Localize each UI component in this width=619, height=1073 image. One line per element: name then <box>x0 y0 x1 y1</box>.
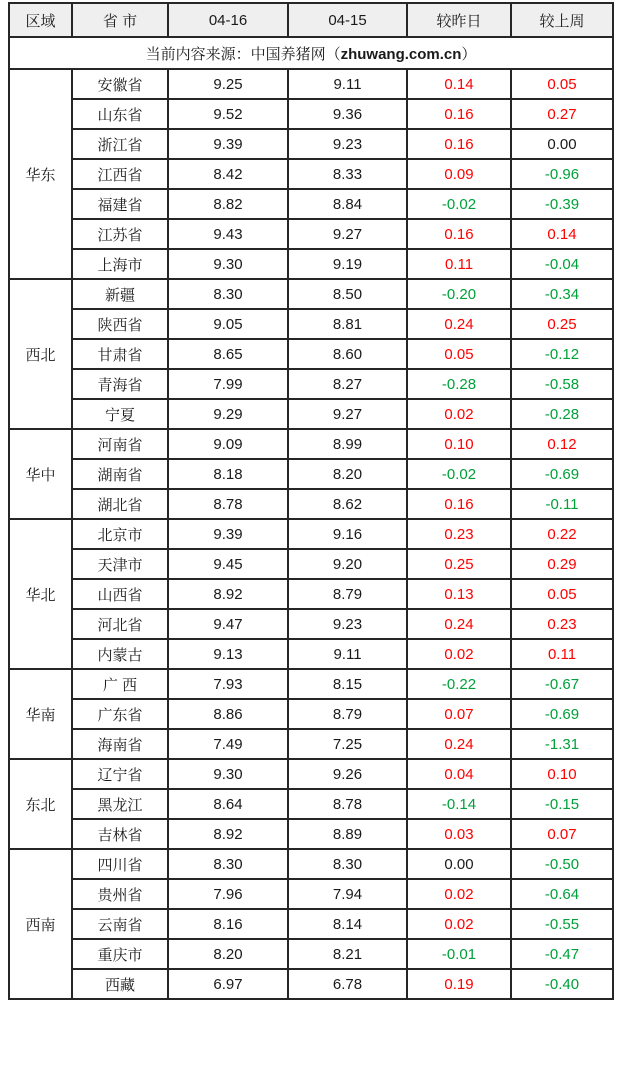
price-04-16-cell: 8.30 <box>168 849 288 879</box>
change-vs-yesterday-cell: -0.01 <box>407 939 511 969</box>
price-04-16-cell: 9.43 <box>168 219 288 249</box>
price-04-15-cell: 8.14 <box>288 909 407 939</box>
price-04-16-cell: 9.05 <box>168 309 288 339</box>
price-04-16-cell: 7.99 <box>168 369 288 399</box>
source-note-row <box>9 37 613 69</box>
change-vs-lastweek-cell: -0.47 <box>511 939 613 969</box>
province-cell: 天津市 <box>72 549 168 579</box>
change-vs-lastweek-cell: -0.28 <box>511 399 613 429</box>
price-04-15-cell: 9.27 <box>288 219 407 249</box>
price-04-16-cell: 8.30 <box>168 279 288 309</box>
change-vs-yesterday-cell: 0.16 <box>407 99 511 129</box>
change-vs-yesterday-cell: 0.24 <box>407 729 511 759</box>
price-04-15-cell: 9.27 <box>288 399 407 429</box>
table-row <box>9 639 613 669</box>
province-cell: 广 西 <box>72 669 168 699</box>
price-04-16-cell: 8.42 <box>168 159 288 189</box>
price-04-16-cell: 6.97 <box>168 969 288 999</box>
change-vs-lastweek-cell: 0.05 <box>511 579 613 609</box>
price-04-16-cell: 7.49 <box>168 729 288 759</box>
change-vs-lastweek-cell: 0.00 <box>511 129 613 159</box>
price-04-16-cell: 9.09 <box>168 429 288 459</box>
change-vs-yesterday-cell: 0.25 <box>407 549 511 579</box>
pig-price-table <box>8 2 614 1000</box>
price-04-16-cell: 8.92 <box>168 579 288 609</box>
source-domain-text: zhuwang.com.cn <box>340 45 462 63</box>
price-04-16-cell: 8.65 <box>168 339 288 369</box>
change-vs-lastweek-cell: -0.15 <box>511 789 613 819</box>
table-row <box>9 519 613 549</box>
table-row <box>9 369 613 399</box>
change-vs-lastweek-cell: -0.11 <box>511 489 613 519</box>
price-04-15-cell: 8.62 <box>288 489 407 519</box>
province-cell: 山西省 <box>72 579 168 609</box>
change-vs-lastweek-cell: 0.11 <box>511 639 613 669</box>
table-row <box>9 399 613 429</box>
price-04-15-cell: 8.78 <box>288 789 407 819</box>
region-cell: 华东 <box>9 69 72 279</box>
change-vs-yesterday-cell: -0.28 <box>407 369 511 399</box>
source-note-cell <box>9 37 613 69</box>
price-04-15-cell: 7.94 <box>288 879 407 909</box>
province-cell: 河北省 <box>72 609 168 639</box>
change-vs-yesterday-cell: -0.14 <box>407 789 511 819</box>
table-row <box>9 459 613 489</box>
price-04-15-cell: 9.11 <box>288 69 407 99</box>
province-cell: 内蒙古 <box>72 639 168 669</box>
province-cell: 宁夏 <box>72 399 168 429</box>
change-vs-lastweek-cell: 0.25 <box>511 309 613 339</box>
province-cell: 贵州省 <box>72 879 168 909</box>
table-row <box>9 729 613 759</box>
column-header-date-04-16: 04-16 <box>168 3 288 37</box>
change-vs-yesterday-cell: 0.07 <box>407 699 511 729</box>
price-04-15-cell: 9.23 <box>288 129 407 159</box>
change-vs-lastweek-cell: 0.27 <box>511 99 613 129</box>
province-cell: 西藏 <box>72 969 168 999</box>
price-04-15-cell: 9.19 <box>288 249 407 279</box>
change-vs-lastweek-cell: -0.67 <box>511 669 613 699</box>
province-cell: 云南省 <box>72 909 168 939</box>
table-row <box>9 669 613 699</box>
change-vs-yesterday-cell: 0.19 <box>407 969 511 999</box>
price-04-16-cell: 7.93 <box>168 669 288 699</box>
table-row <box>9 609 613 639</box>
table-row <box>9 429 613 459</box>
region-cell: 西南 <box>9 849 72 999</box>
change-vs-lastweek-cell: -0.69 <box>511 699 613 729</box>
table-row <box>9 249 613 279</box>
province-cell: 广东省 <box>72 699 168 729</box>
price-04-16-cell: 9.47 <box>168 609 288 639</box>
price-04-16-cell: 8.86 <box>168 699 288 729</box>
province-cell: 江西省 <box>72 159 168 189</box>
table-row <box>9 879 613 909</box>
province-cell: 陕西省 <box>72 309 168 339</box>
price-04-16-cell: 8.78 <box>168 489 288 519</box>
change-vs-lastweek-cell: 0.05 <box>511 69 613 99</box>
price-04-15-cell: 8.30 <box>288 849 407 879</box>
table-row <box>9 129 613 159</box>
province-cell: 四川省 <box>72 849 168 879</box>
change-vs-yesterday-cell: 0.00 <box>407 849 511 879</box>
price-04-15-cell: 9.23 <box>288 609 407 639</box>
table-row <box>9 99 613 129</box>
price-04-15-cell: 6.78 <box>288 969 407 999</box>
price-04-15-cell: 8.99 <box>288 429 407 459</box>
region-cell: 东北 <box>9 759 72 849</box>
change-vs-yesterday-cell: 0.02 <box>407 399 511 429</box>
change-vs-yesterday-cell: 0.16 <box>407 489 511 519</box>
province-cell: 重庆市 <box>72 939 168 969</box>
change-vs-lastweek-cell: -1.31 <box>511 729 613 759</box>
price-04-15-cell: 9.20 <box>288 549 407 579</box>
price-04-15-cell: 8.81 <box>288 309 407 339</box>
province-cell: 湖北省 <box>72 489 168 519</box>
province-cell: 吉林省 <box>72 819 168 849</box>
price-04-16-cell: 9.39 <box>168 129 288 159</box>
table-row <box>9 819 613 849</box>
change-vs-lastweek-cell: 0.22 <box>511 519 613 549</box>
table-row <box>9 69 613 99</box>
change-vs-yesterday-cell: -0.22 <box>407 669 511 699</box>
change-vs-yesterday-cell: 0.02 <box>407 909 511 939</box>
change-vs-lastweek-cell: -0.50 <box>511 849 613 879</box>
region-cell: 华北 <box>9 519 72 669</box>
column-header-date-04-15: 04-15 <box>288 3 407 37</box>
table-row <box>9 789 613 819</box>
price-04-15-cell: 8.33 <box>288 159 407 189</box>
price-04-15-cell: 8.21 <box>288 939 407 969</box>
change-vs-yesterday-cell: -0.02 <box>407 459 511 489</box>
change-vs-yesterday-cell: 0.14 <box>407 69 511 99</box>
change-vs-lastweek-cell: 0.12 <box>511 429 613 459</box>
change-vs-lastweek-cell: -0.39 <box>511 189 613 219</box>
price-04-16-cell: 8.20 <box>168 939 288 969</box>
table-row <box>9 849 613 879</box>
table-row <box>9 309 613 339</box>
change-vs-yesterday-cell: -0.02 <box>407 189 511 219</box>
header-row <box>9 3 613 37</box>
price-04-15-cell: 9.11 <box>288 639 407 669</box>
table-row <box>9 219 613 249</box>
price-04-16-cell: 9.30 <box>168 249 288 279</box>
price-04-16-cell: 9.52 <box>168 99 288 129</box>
table-row <box>9 699 613 729</box>
province-cell: 新疆 <box>72 279 168 309</box>
change-vs-lastweek-cell: -0.64 <box>511 879 613 909</box>
table-row <box>9 279 613 309</box>
change-vs-yesterday-cell: 0.24 <box>407 309 511 339</box>
price-04-15-cell: 8.79 <box>288 579 407 609</box>
table-row <box>9 939 613 969</box>
change-vs-yesterday-cell: 0.05 <box>407 339 511 369</box>
table-body <box>9 69 613 999</box>
change-vs-yesterday-cell: 0.23 <box>407 519 511 549</box>
price-04-16-cell: 9.39 <box>168 519 288 549</box>
price-04-15-cell: 8.60 <box>288 339 407 369</box>
province-cell: 辽宁省 <box>72 759 168 789</box>
province-cell: 上海市 <box>72 249 168 279</box>
province-cell: 北京市 <box>72 519 168 549</box>
price-04-15-cell: 9.16 <box>288 519 407 549</box>
price-04-15-cell: 7.25 <box>288 729 407 759</box>
province-cell: 江苏省 <box>72 219 168 249</box>
province-cell: 湖南省 <box>72 459 168 489</box>
change-vs-yesterday-cell: 0.04 <box>407 759 511 789</box>
change-vs-yesterday-cell: 0.02 <box>407 879 511 909</box>
column-header-vs-yesterday: 较昨日 <box>407 3 511 37</box>
price-04-16-cell: 8.64 <box>168 789 288 819</box>
price-04-15-cell: 9.26 <box>288 759 407 789</box>
price-04-15-cell: 8.50 <box>288 279 407 309</box>
change-vs-lastweek-cell: 0.14 <box>511 219 613 249</box>
table-row <box>9 549 613 579</box>
change-vs-yesterday-cell: 0.02 <box>407 639 511 669</box>
price-04-16-cell: 7.96 <box>168 879 288 909</box>
column-header-vs-lastweek: 较上周 <box>511 3 613 37</box>
change-vs-yesterday-cell: 0.24 <box>407 609 511 639</box>
change-vs-yesterday-cell: 0.10 <box>407 429 511 459</box>
change-vs-lastweek-cell: 0.23 <box>511 609 613 639</box>
table-row <box>9 489 613 519</box>
change-vs-yesterday-cell: -0.20 <box>407 279 511 309</box>
source-note-suffix: ） <box>461 45 477 63</box>
province-cell: 青海省 <box>72 369 168 399</box>
region-cell: 华中 <box>9 429 72 519</box>
change-vs-yesterday-cell: 0.16 <box>407 129 511 159</box>
province-cell: 河南省 <box>72 429 168 459</box>
price-04-16-cell: 9.13 <box>168 639 288 669</box>
region-cell: 华南 <box>9 669 72 759</box>
province-cell: 黑龙江 <box>72 789 168 819</box>
province-cell: 浙江省 <box>72 129 168 159</box>
price-04-16-cell: 9.45 <box>168 549 288 579</box>
price-04-15-cell: 8.27 <box>288 369 407 399</box>
column-header-region: 区域 <box>9 3 72 37</box>
province-cell: 福建省 <box>72 189 168 219</box>
column-header-province: 省 市 <box>72 3 168 37</box>
price-04-15-cell: 8.89 <box>288 819 407 849</box>
change-vs-lastweek-cell: -0.55 <box>511 909 613 939</box>
change-vs-lastweek-cell: -0.58 <box>511 369 613 399</box>
change-vs-lastweek-cell: 0.10 <box>511 759 613 789</box>
price-04-15-cell: 9.36 <box>288 99 407 129</box>
table-row <box>9 159 613 189</box>
change-vs-yesterday-cell: 0.09 <box>407 159 511 189</box>
table-row <box>9 579 613 609</box>
change-vs-yesterday-cell: 0.03 <box>407 819 511 849</box>
change-vs-lastweek-cell: 0.07 <box>511 819 613 849</box>
change-vs-lastweek-cell: 0.29 <box>511 549 613 579</box>
change-vs-yesterday-cell: 0.13 <box>407 579 511 609</box>
province-cell: 海南省 <box>72 729 168 759</box>
table-row <box>9 189 613 219</box>
price-04-16-cell: 9.25 <box>168 69 288 99</box>
change-vs-lastweek-cell: -0.04 <box>511 249 613 279</box>
province-cell: 山东省 <box>72 99 168 129</box>
change-vs-yesterday-cell: 0.16 <box>407 219 511 249</box>
table-row <box>9 969 613 999</box>
price-04-15-cell: 8.15 <box>288 669 407 699</box>
change-vs-lastweek-cell: -0.12 <box>511 339 613 369</box>
source-note-prefix: 当前内容来源：中国养猪网（ <box>145 45 341 63</box>
price-04-16-cell: 9.29 <box>168 399 288 429</box>
table-row <box>9 909 613 939</box>
change-vs-lastweek-cell: -0.40 <box>511 969 613 999</box>
price-04-16-cell: 8.18 <box>168 459 288 489</box>
table-row <box>9 339 613 369</box>
price-04-16-cell: 9.30 <box>168 759 288 789</box>
region-cell: 西北 <box>9 279 72 429</box>
change-vs-lastweek-cell: -0.69 <box>511 459 613 489</box>
change-vs-lastweek-cell: -0.96 <box>511 159 613 189</box>
table-row <box>9 759 613 789</box>
price-04-16-cell: 8.92 <box>168 819 288 849</box>
price-04-15-cell: 8.20 <box>288 459 407 489</box>
price-04-15-cell: 8.79 <box>288 699 407 729</box>
change-vs-yesterday-cell: 0.11 <box>407 249 511 279</box>
price-04-16-cell: 8.82 <box>168 189 288 219</box>
price-04-16-cell: 8.16 <box>168 909 288 939</box>
province-cell: 安徽省 <box>72 69 168 99</box>
price-04-15-cell: 8.84 <box>288 189 407 219</box>
province-cell: 甘肃省 <box>72 339 168 369</box>
change-vs-lastweek-cell: -0.34 <box>511 279 613 309</box>
